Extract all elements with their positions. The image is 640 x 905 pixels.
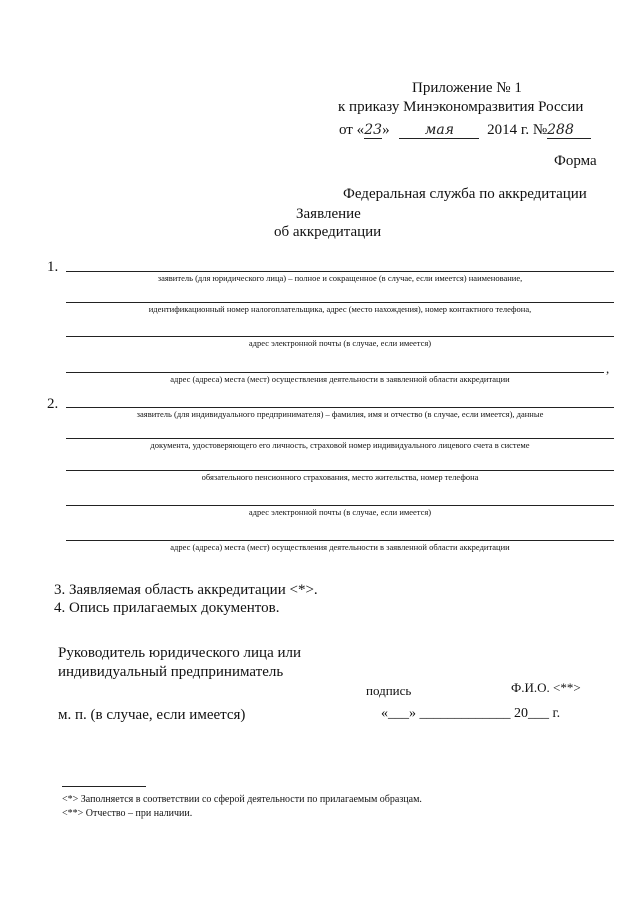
handwritten-month: мая	[399, 122, 479, 139]
section-2-caption-2: документа, удостоверяющего его личность, страховой номер индивидуального лицевого счета в системе	[150, 440, 530, 450]
footnote-1: <*> Заполняется в соответствии со сферой деятельности по прилагаемым образцам.	[62, 794, 422, 805]
section-2-caption-5: адрес (адреса) места (мест) осуществления деятельности в заявленной области аккредитации	[170, 542, 510, 552]
section-1-number: 1.	[47, 259, 59, 275]
handwritten-day: 23	[364, 122, 383, 138]
section-1-caption-1: заявитель (для юридического лица) – полное и сокращенное (в случае, если имеется) наименование,	[157, 273, 523, 283]
section-2-field-1[interactable]	[66, 407, 614, 408]
section-2-field-3[interactable]	[66, 470, 614, 471]
item-3-accreditation-area: 3. Заявляемая область аккредитации <*>.	[54, 582, 318, 598]
section-1-field-4[interactable]	[66, 372, 604, 373]
document-title: Заявление	[296, 206, 361, 222]
date-mid: »	[382, 122, 390, 138]
stamp-place-label: м. п. (в случае, если имеется)	[58, 707, 246, 723]
section-2-caption-1: заявитель (для индивидуального предпринимателя) – фамилия, имя и отчество (в случае, если имеется), данные	[136, 409, 544, 419]
section-1-caption-3: адрес электронной почты (в случае, если имеется)	[248, 338, 432, 348]
section-1-caption-2: идентификационный номер налогоплательщика, адрес (место нахождения), номер контактного телефона,	[148, 304, 532, 314]
order-date-line	[339, 122, 591, 139]
section-1-field-1[interactable]	[66, 271, 614, 272]
section-1-field-3[interactable]	[66, 336, 614, 337]
section-1-field-2[interactable]	[66, 302, 614, 303]
signature-label: подпись	[366, 683, 412, 698]
footnote-divider	[62, 786, 146, 787]
section-1-caption-4: адрес (адреса) места (мест) осуществления деятельности в заявленной области аккредитации	[170, 374, 510, 384]
footnote-2: <**> Отчество – при наличии.	[62, 808, 193, 819]
form-label: Форма	[554, 153, 597, 169]
appendix-label: Приложение № 1	[412, 80, 522, 96]
signatory-line-2: индивидуальный предприниматель	[58, 664, 284, 680]
signatory-line-1: Руководитель юридического лица или	[58, 645, 302, 661]
section-2-caption-3: обязательного пенсионного страхования, место жительства, номер телефона	[201, 472, 479, 482]
section-2-field-2[interactable]	[66, 438, 614, 439]
section-2-field-4[interactable]	[66, 505, 614, 506]
full-name-label: Ф.И.О. <**>	[511, 680, 581, 695]
date-prefix: от «	[339, 122, 365, 138]
item-4-document-list: 4. Опись прилагаемых документов.	[54, 600, 280, 616]
section-2-caption-4: адрес электронной почты (в случае, если имеется)	[248, 507, 432, 517]
section-2-number: 2.	[47, 396, 59, 412]
document-subtitle: об аккредитации	[274, 224, 382, 240]
handwritten-number: 288	[547, 122, 591, 139]
section-2-field-5[interactable]	[66, 540, 614, 541]
year-and-number-label: 2014 г. №	[487, 122, 548, 138]
signature-date-field[interactable]: «___» _____________ 20___ г.	[381, 706, 561, 721]
section-1-end-comma: ,	[606, 361, 610, 376]
recipient-agency: Федеральная служба по аккредитации	[343, 186, 587, 202]
order-reference: к приказу Минэкономразвития России	[338, 99, 584, 115]
